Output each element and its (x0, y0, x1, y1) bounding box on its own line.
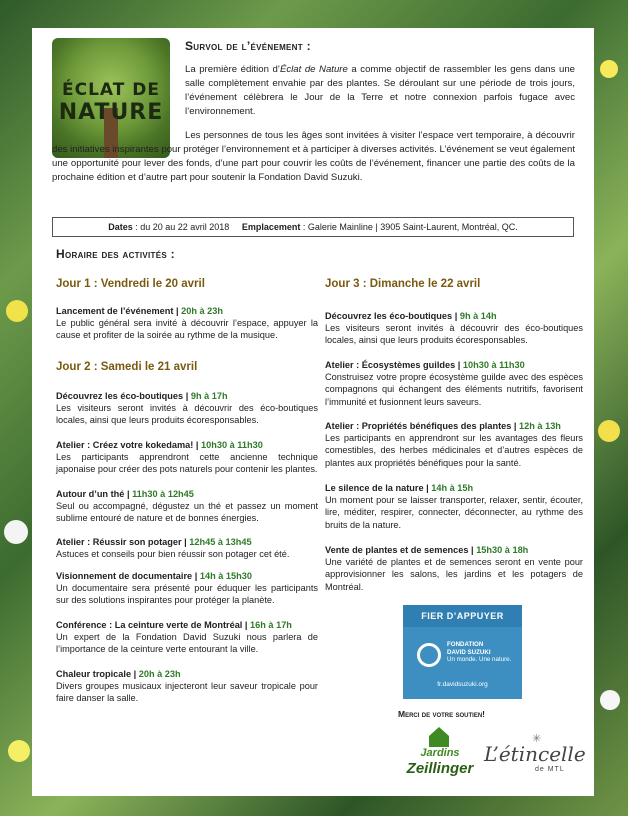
flower-decoration (8, 740, 30, 762)
event-item: Atelier : Créez votre kokedama! | 10h30 à 11h30 Les participants apprendront cette ancienne technique japonaise pour créer des pots naturels pour contenir les plantes. (56, 440, 318, 475)
sparkle-icon: ✳ (532, 733, 542, 745)
badge-title: FIER D’APPUYER (403, 605, 522, 627)
event-item: Chaleur tropicale | 20h à 23h Divers groupes musicaux injecteront leur saveur tropicale pour faire danser la salle. (56, 669, 318, 704)
foundation-name: FONDATION DAVID SUZUKI Un monde. Une nature. (447, 641, 512, 663)
etincelle-subtitle: de MTL (535, 766, 565, 773)
overview-paragraph-1: La première édition d’Éclat de Nature a comme objectif de rassembler les gens dans une salle complètement envahie par des plantes. Se déroulant sur une période de trois jours, l’événement célèbrera le Jour de la Terre et notre connexion parfois fugace avec l’environnement. (185, 64, 576, 117)
event-item: Lancement de l’événement | 20h à 23h Le public général sera invité à découvrir l’espace, appuyer la cause et profiter de la soirée au rythme de la musique. (56, 306, 318, 341)
logo-line-2: NATURE (58, 100, 164, 125)
event-item: Conférence : La ceinture verte de Montréal | 16h à 17h Un expert de la Fondation David Suzuki nous parlera de l’importance de la ceinture verte entourant la ville. (56, 620, 318, 655)
event-item: Vente de plantes et de semences | 15h30 à 18h Une variété de plantes et de semences seront en vente pour approvisionner les salons, les jardins et les potagers de Montréal. (325, 545, 583, 592)
house-icon (429, 727, 449, 747)
event-item: Découvrez les éco-boutiques | 9h à 17h Les visiteurs seront invités à découvrir des éco-boutiques locales, ainsi que leurs produits écoresponsables. (56, 391, 318, 426)
foundation-url: fr.davidsuzuki.org (437, 681, 488, 688)
flower-decoration (600, 60, 618, 78)
day-2-heading: Jour 2 : Samedi le 21 avril (56, 361, 198, 373)
flower-decoration (598, 420, 620, 442)
overview-paragraph-2: Les personnes de tous les âges sont invitées à visiter l’espace vert temporaire, à découvrir des initiatives inspirantes pour protéger l’environnement et à participer à diverses activités. L’événement se veut également une opportunité pour lever des fonds, d’une part pour couvrir les coûts de l’événement, financer une partie des coûts de la prochaine édition et d’autre part pour soutenir la Fondation David Suzuki. (52, 130, 575, 183)
event-item: Le silence de la nature | 14h à 15h Un moment pour se laisser transporter, relaxer, sentir, écouter, lire, méditer, respirer, connecter, déconnecter, au rythme des bruits de la nature. (325, 483, 583, 530)
flower-decoration (4, 520, 28, 544)
david-suzuki-foundation-badge (403, 605, 522, 699)
event-item: Visionnement de documentaire | 14h à 15h30 Un documentaire sera présenté pour éduquer les participants sur des solutions inspirantes pour protéger la planète. (56, 571, 318, 606)
event-info-bar: Dates : du 20 au 22 avril 2018 Emplacement : Galerie Mainline | 3905 Saint-Laurent, Montréal, QC. (52, 217, 574, 237)
logo-line-1: ÉCLAT DE (62, 80, 160, 100)
thanks-text: Merci de votre soutien! (398, 709, 486, 719)
event-item: Atelier : Réussir son potager | 12h45 à 13h45 Astuces et conseils pour bien réussir son potager cet été. (56, 537, 290, 560)
jardins-zeillinger-logo: Jardins Zeillinger (405, 727, 475, 787)
flower-decoration (600, 690, 620, 710)
flower-decoration (6, 300, 28, 322)
event-item: Atelier : Propriétés bénéfiques des plantes | 12h à 13h Les participants en apprendront sur les avantages des fleurs comestibles, des herbes médicinales et d’autres espèces de plantes aux propriétés bénéfiques pour la santé. (325, 421, 583, 468)
day-3-heading: Jour 3 : Dimanche le 22 avril (325, 278, 481, 290)
event-item: Autour d’un thé | 11h30 à 12h45 Seul ou accompagné, dégustez un thé et passez un moment sublime entouré de nature et de bonnes énergies. (56, 489, 318, 524)
event-item: Atelier : Écosystèmes guildes | 10h30 à 11h30 Construisez votre propre écosystème guilde avec des espèces compagnons qui échangent des éléments nutritifs, favorisent l’immunité et fusionnent leurs saveurs. (325, 360, 583, 407)
foundation-logo-icon (417, 643, 441, 667)
event-item: Découvrez les éco-boutiques | 9h à 14h Les visiteurs seront invités à découvrir des éco-boutiques locales, ainsi que leurs produits écoresponsables. (325, 311, 583, 346)
day-1-heading: Jour 1 : Vendredi le 20 avril (56, 278, 205, 290)
overview-title: Survol de l’événement : (185, 39, 311, 53)
schedule-title: Horaire des activités : (56, 247, 175, 261)
etincelle-logo: L’étincelle (484, 742, 586, 766)
